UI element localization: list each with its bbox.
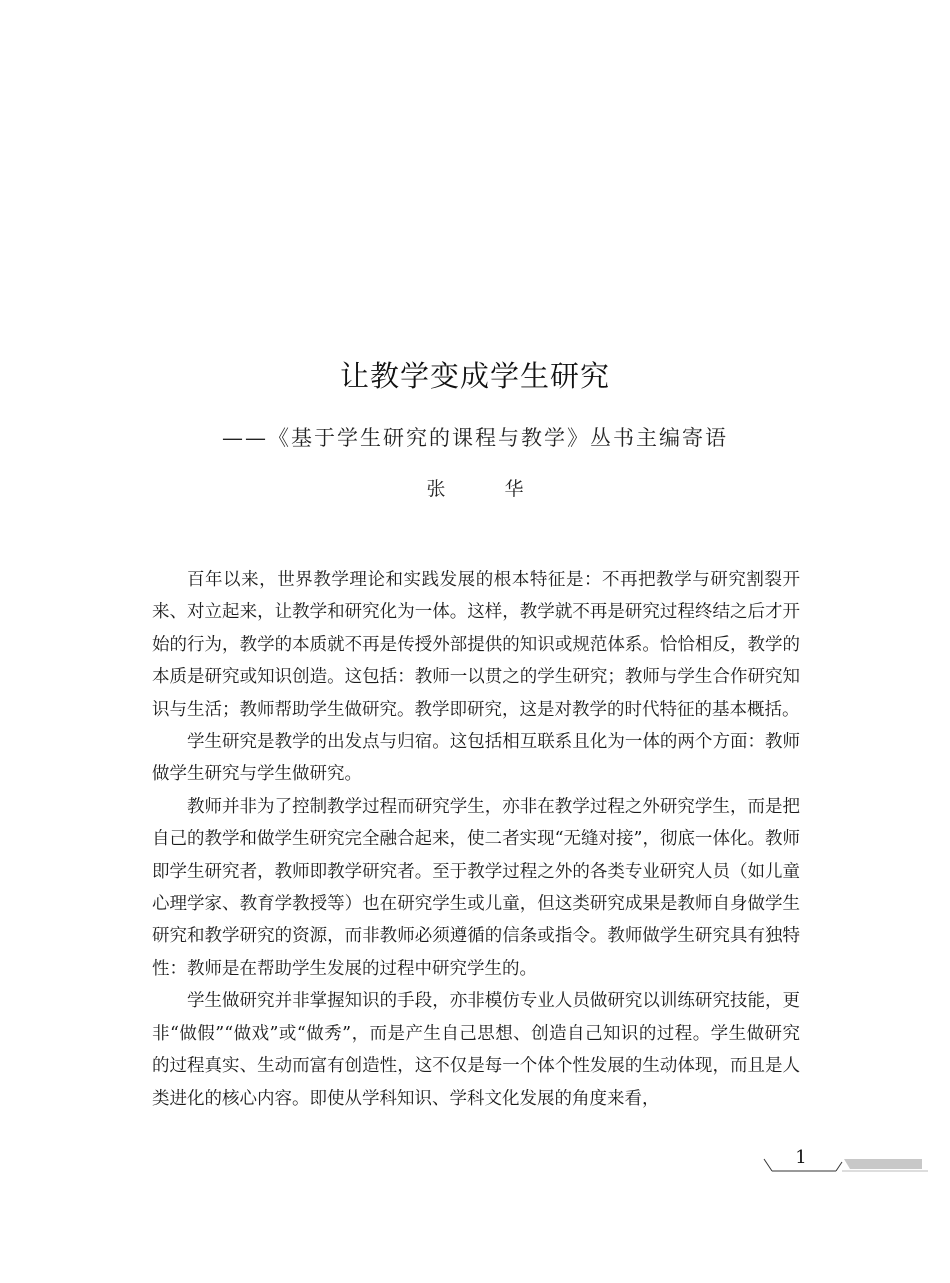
- page-number: 1: [795, 1147, 807, 1168]
- body-text: [152, 564, 800, 1115]
- paragraph: 教师并非为了控制教学过程而研究学生，亦非在教学过程之外研究学生，而是把自己的教学和做学生研究完全融合起来，使二者实现“无缝对接”，彻底一体化。教师即学生研究者，教师即教学研究者。至于教学过程之外的各类专业研究人员（如儿童心理学家、教育学教授等）也在研究学生或儿童，但这类研究成果是教师自身做学生研究和教学研究的资源，而非教师必须遵循的信条或指令。教师做学生研究具有独特性：教师是在帮助学生发展的过程中研究学生的。: [152, 796, 800, 979]
- page-footer: [760, 1149, 930, 1175]
- paragraph: 百年以来，世界教学理论和实践发展的根本特征是：不再把教学与研究割裂开来、对立起来，让教学和研究化为一体。这样，教学就不再是研究过程终结之后才开始的行为，教学的本质就不再是传授外部提供的知识或规范体系。恰恰相反，教学的本质是研究或知识创造。这包括：教师一以贯之的学生研究；教师与学生合作研究知识与生活；教师帮助学生做研究。教学即研究，这是对教学的时代特征的基本概括。: [152, 570, 800, 720]
- paragraph: 学生研究是教学的出发点与归宿。这包括相互联系且化为一体的两个方面：教师做学生研究与学生做研究。: [152, 732, 800, 785]
- paragraph: 学生做研究并非掌握知识的手段，亦非模仿专业人员做研究以训练研究技能，更非“做假”“做戏”或“做秀”，而是产生自己思想、创造自己知识的过程。学生做研究的过程真实、生动而富有创造性，这不仅是每一个体个性发展的生动体现，而且是人类进化的核心内容。即使从学科知识、学科文化发展的角度来看，: [152, 991, 800, 1109]
- author-name: 张 华: [426, 478, 544, 500]
- page-title: 让教学变成学生研究: [339, 359, 610, 393]
- page-subtitle: ——《基于学生研究的课程与教学》丛书主编寄语: [222, 426, 728, 450]
